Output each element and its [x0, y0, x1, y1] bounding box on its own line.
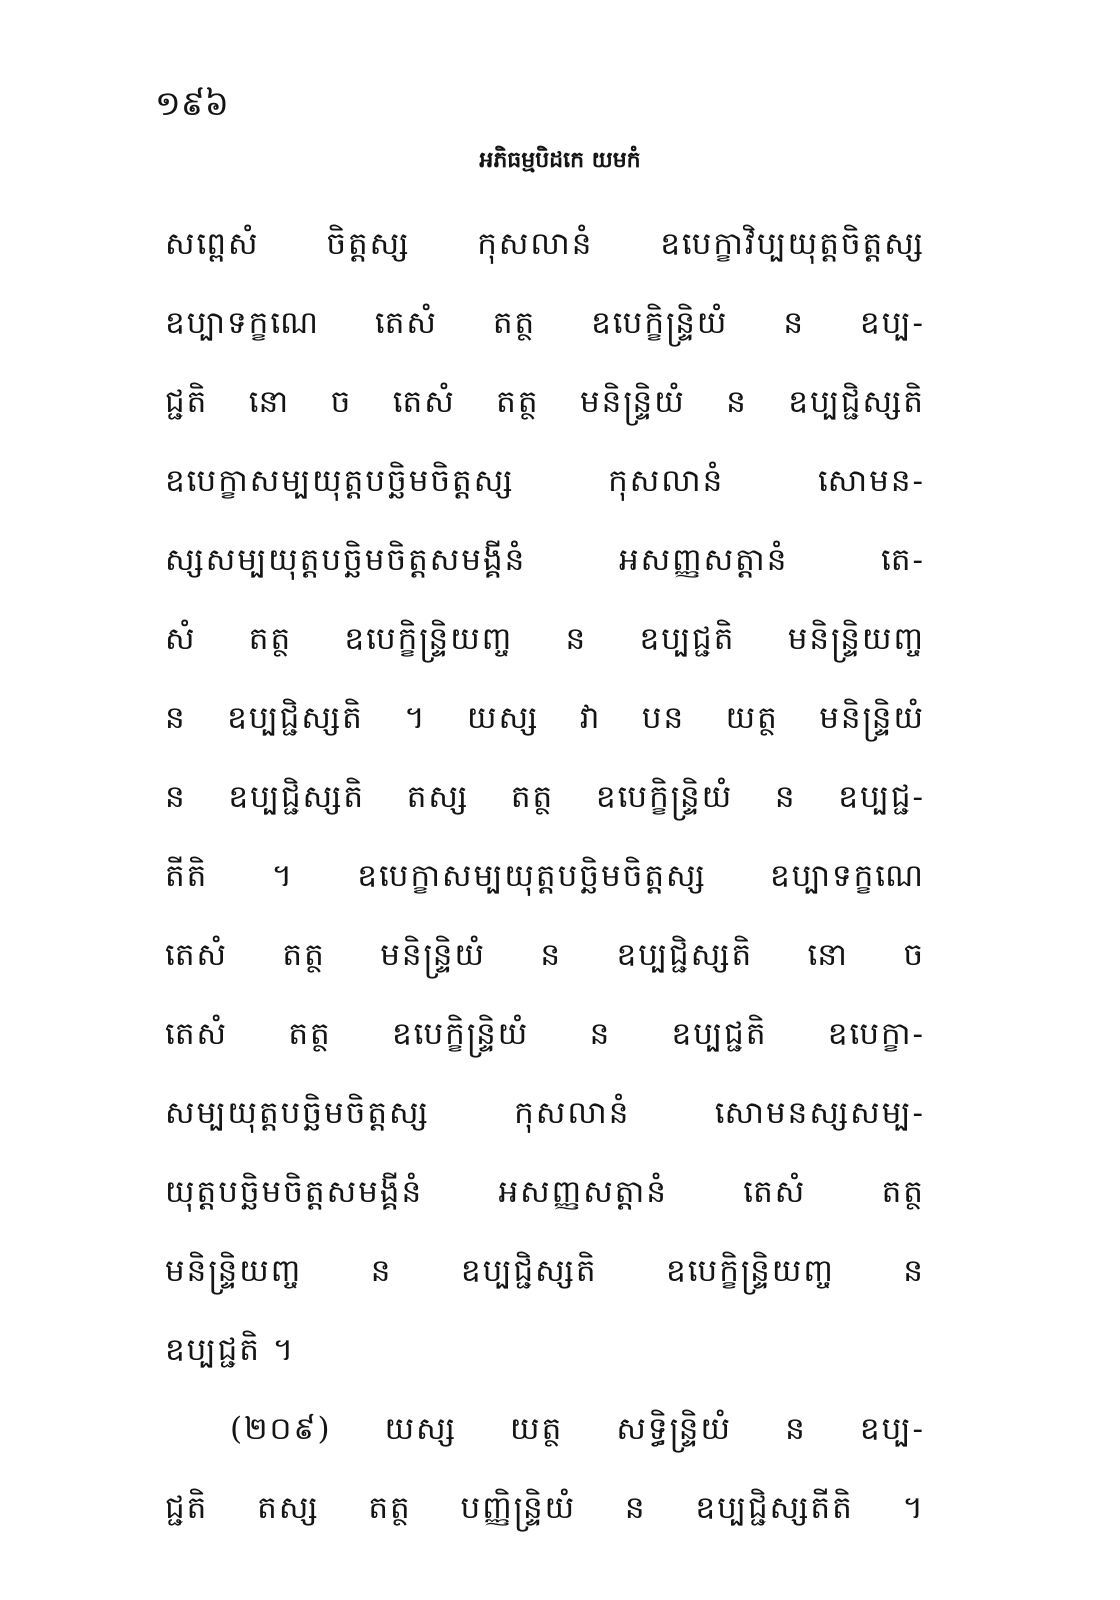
text-line: ឧប្បជ្ជតិ ។	[165, 1332, 296, 1368]
text-line: តេសំ តត្ថ ឧបេក្ខិន្ទ្រិយំ ន ឧប្បជ្ជតិ ឧបេក្ខា-	[165, 1016, 925, 1052]
text-line: ជ្ជតិ នោ ច តេសំ តត្ថ មនិន្ទ្រិយំ ន ឧប្បជ្ជិស្សតិ	[165, 384, 925, 420]
text-line: ន ឧប្បជ្ជិស្សតិ តស្ស តត្ថ ឧបេក្ខិន្ទ្រិយំ ន ឧប្បជ្ជ-	[165, 779, 925, 815]
text-line: តីតិ ។ ឧបេក្ខាសម្បយុត្តបច្ឆិមចិត្តស្ស ឧប្បាទក្ខណេ	[165, 858, 925, 894]
text-line: ន ឧប្បជ្ជិស្សតិ ។ យស្ស វា បន យត្ថ មនិន្ទ្រិយំ	[165, 700, 925, 736]
text-line: ឧបេក្ខាសម្បយុត្តបច្ឆិមចិត្តស្ស កុសលានំ សោមន-	[165, 463, 925, 499]
text-line: ឧប្បាទក្ខណេ តេសំ តត្ថ ឧបេក្ខិន្ទ្រិយំ ន ឧប្ប-	[165, 305, 925, 341]
text-line: សំ តត្ថ ឧបេក្ខិន្ទ្រិយញ្ច ន ឧប្បជ្ជតិ មនិន្ទ្រិយញ្ច	[165, 621, 925, 657]
text-line: មនិន្ទ្រិយញ្ច ន ឧប្បជ្ជិស្សតិ ឧបេក្ខិន្ទ្រិយញ្ច ន	[165, 1253, 925, 1289]
text-line: យុត្តបច្ឆិមចិត្តសមង្គីនំ អសញ្ញសត្តានំ តេសំ តត្ថ	[165, 1174, 925, 1210]
text-line: សម្បយុត្តបច្ឆិមចិត្តស្ស កុសលានំ សោមនស្សសម្ប-	[165, 1095, 925, 1131]
text-line: តេសំ តត្ថ មនិន្ទ្រិយំ ន ឧប្បជ្ជិស្សតិ នោ ច	[165, 937, 925, 973]
running-head: អភិធម្មបិដកេ យមកំ	[479, 148, 641, 173]
text-line-paragraph-start: (២០៩) យស្ស យត្ថ សទ្ធិន្ទ្រិយំ ន ឧប្ប-	[230, 1411, 925, 1447]
text-line: ជ្ជតិ តស្ស តត្ថ បញ្ញិន្ទ្រិយំ ន ឧប្បជ្ជិស្សតីតិ ។	[165, 1490, 925, 1526]
page-number: ១៩៦	[155, 84, 229, 124]
body-text	[165, 205, 925, 1548]
text-line: សព្ពេសំ ចិត្តស្ស កុសលានំ ឧបេក្ខាវិប្បយុត្តចិត្តស្ស	[165, 226, 925, 262]
text-line: ស្សសម្បយុត្តបច្ឆិមចិត្តសមង្គីនំ អសញ្ញសត្តានំ តេ-	[165, 542, 925, 578]
